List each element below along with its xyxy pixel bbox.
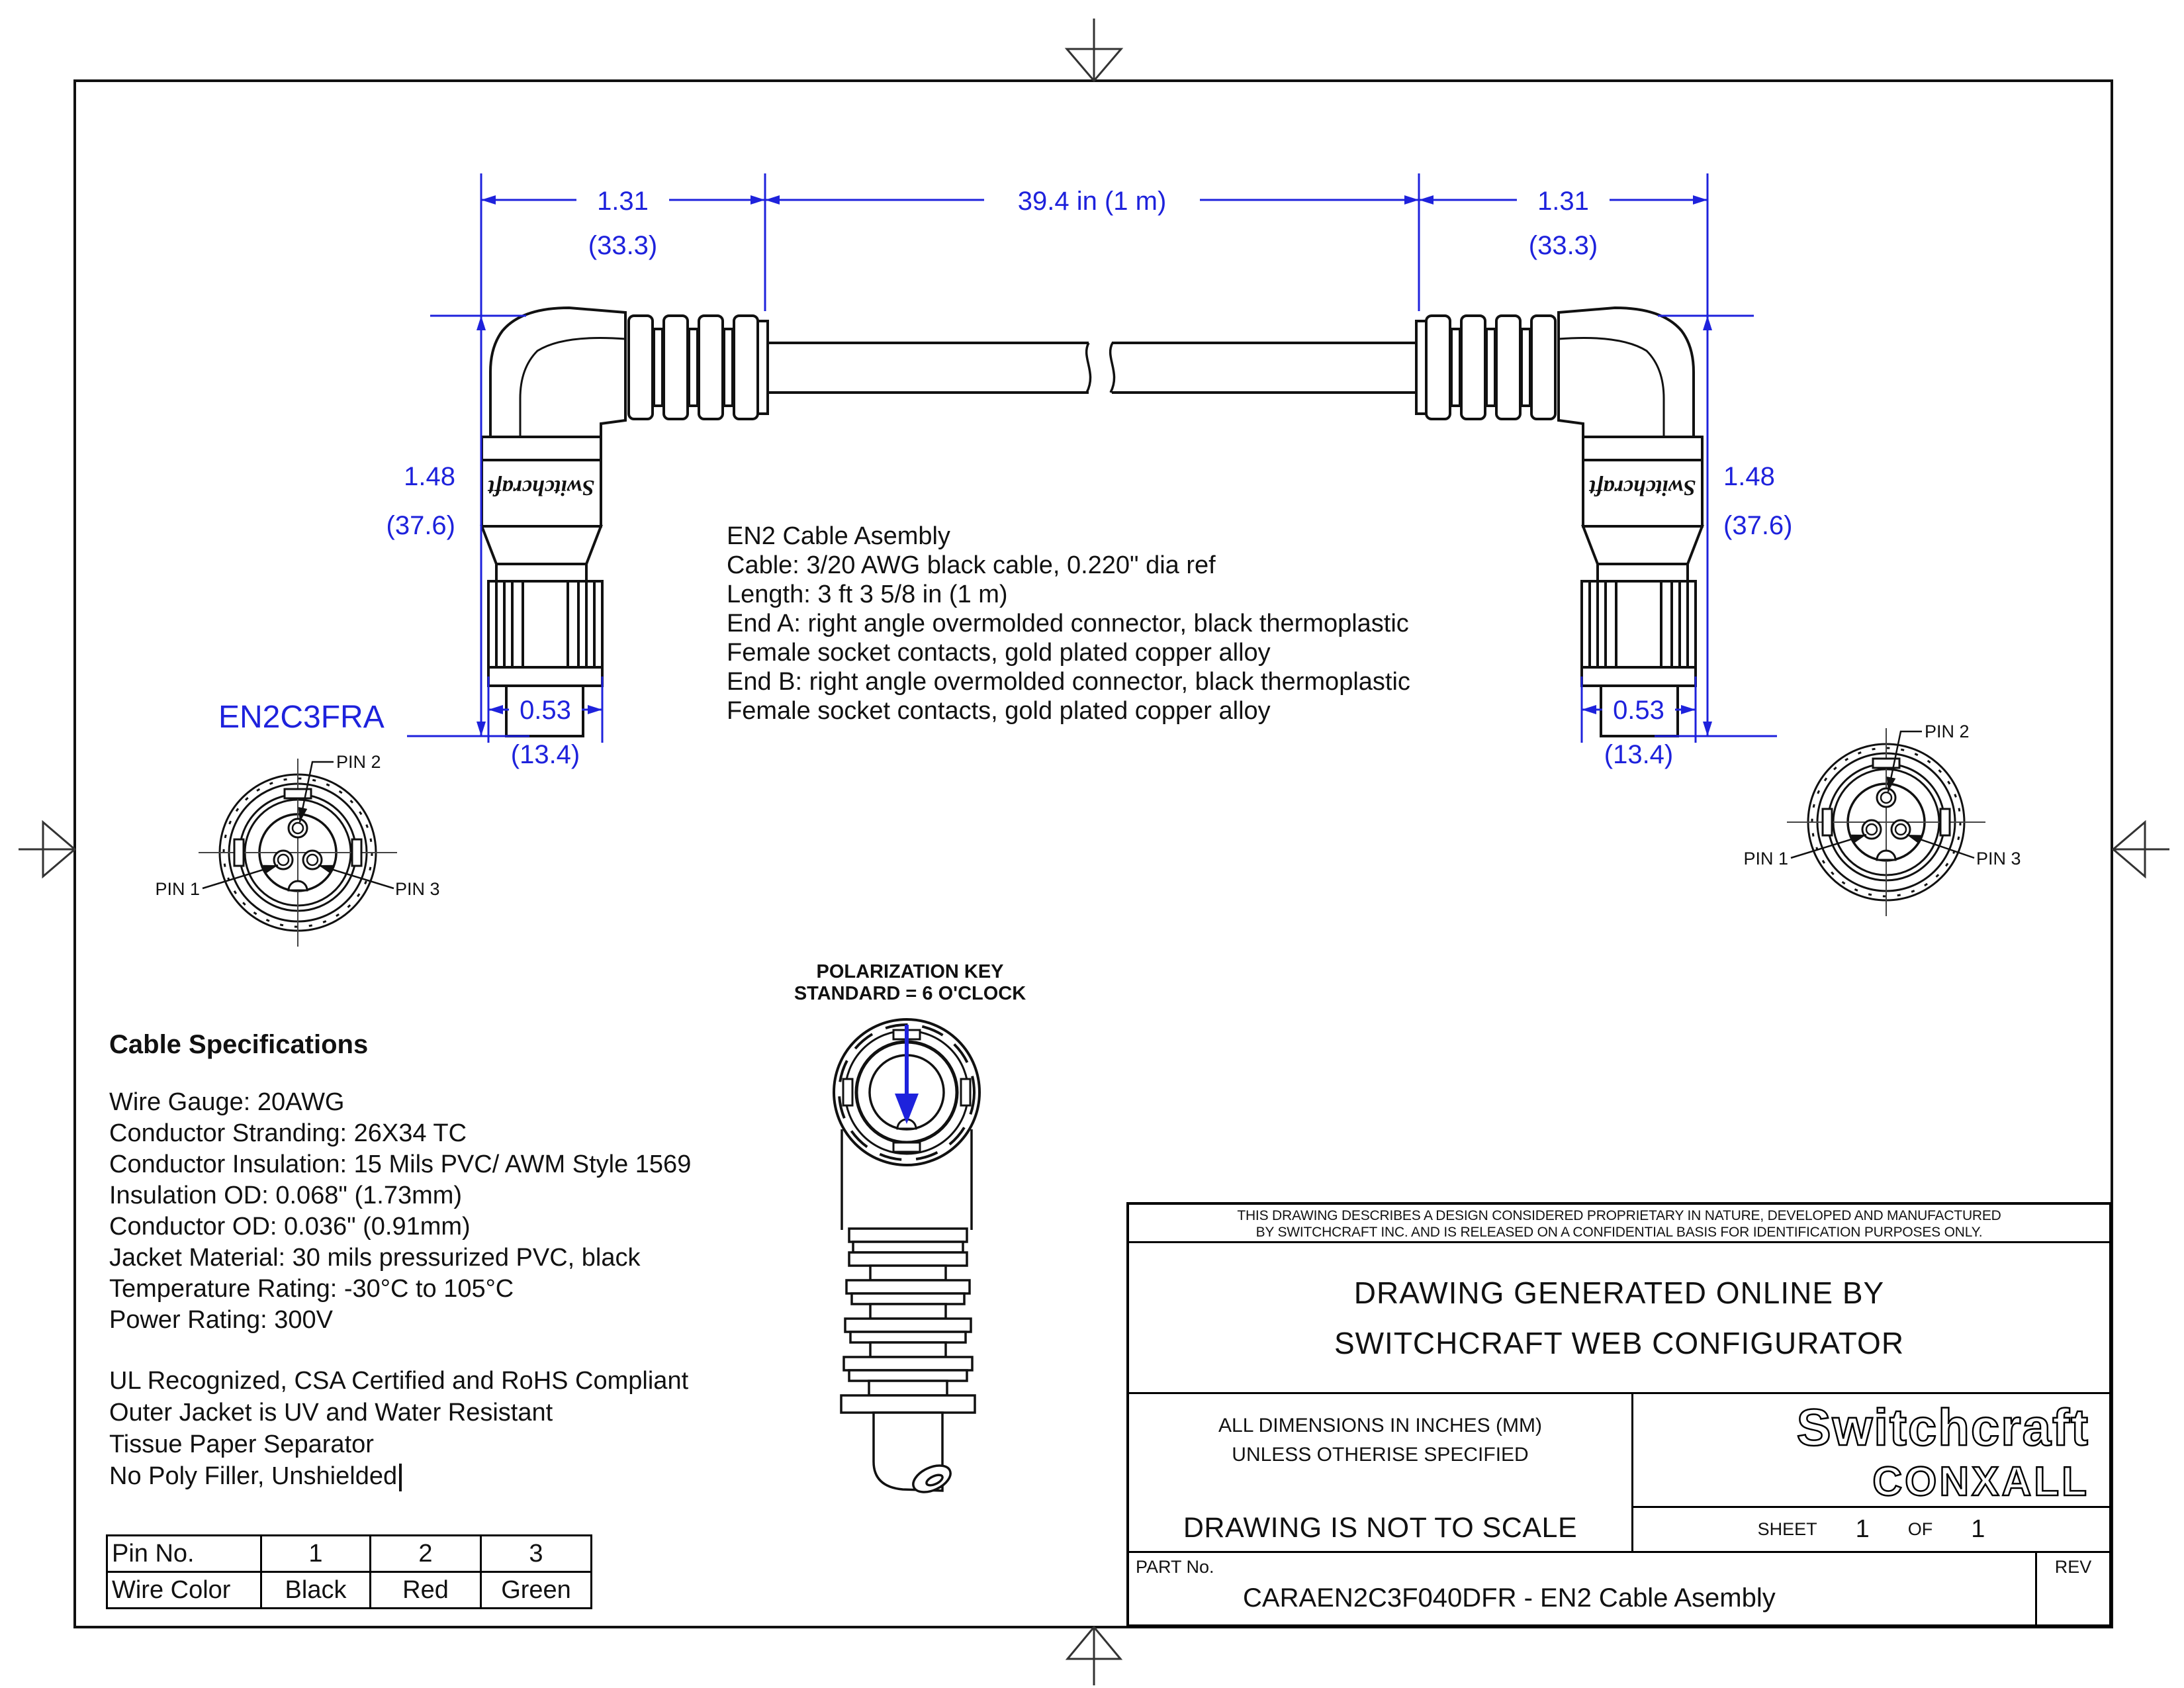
cable-break-left (1087, 343, 1091, 393)
sheet-number: 1 (1855, 1515, 1870, 1543)
end-a-pin2-label: PIN 2 (336, 752, 381, 772)
generated-line: SWITCHCRAFT WEB CONFIGURATOR (1334, 1325, 1905, 1360)
generated-notice (1129, 1243, 2109, 1394)
company-logo (1633, 1394, 2109, 1508)
proprietary-notice (1129, 1205, 2109, 1243)
description-line: Female socket contacts, gold plated copper alloy (727, 639, 1271, 667)
cable (768, 343, 1416, 393)
dims-note-line: ALL DIMENSIONS IN INCHES (MM) (1218, 1415, 1542, 1436)
polarization-note (784, 961, 1036, 1005)
end-b-pin3-label: PIN 3 (1976, 849, 2021, 868)
rev-cell (2035, 1553, 2109, 1624)
proprietary-line: THIS DRAWING DESCRIBES A DESIGN CONSIDERED PROPRIETARY IN NATURE, DEVELOPED AND MANUFACTURED (1237, 1208, 2001, 1223)
sheet-total: 1 (1971, 1515, 1985, 1543)
spec-line: Insulation OD: 0.068" (1.73mm) (109, 1182, 463, 1209)
sheet-label: SHEET (1757, 1519, 1817, 1539)
compliance-list (109, 1365, 688, 1492)
table-cell: 1 (261, 1536, 371, 1572)
proprietary-line: BY SWITCHCRAFT INC. AND IS RELEASED ON A CONFIDENTIAL BASIS FOR IDENTIFICATION PURPOSES ONLY. (1255, 1225, 1983, 1240)
dims-note-line: UNLESS OTHERISE SPECIFIED (1232, 1444, 1529, 1466)
table-cell: 2 (371, 1536, 481, 1572)
spec-line: Conductor OD: 0.036" (0.91mm) (109, 1213, 471, 1241)
table-row (107, 1572, 592, 1609)
polarization-line: POLARIZATION KEY (816, 961, 1004, 982)
end-b-brand-text: Switchcraft (1589, 475, 1696, 500)
end-a-brand-text: Switchcraft (488, 475, 595, 500)
table-cell: Pin No. (107, 1536, 261, 1572)
pin-leaders (203, 731, 1974, 888)
dimensions-note-cell (1129, 1394, 1633, 1551)
description-line: End A: right angle overmolded connector, black thermoplastic (727, 610, 1409, 637)
spec-line: Temperature Rating: -30°C to 105°C (109, 1275, 514, 1303)
dim-nose-a-mm: (13.4) (510, 740, 580, 769)
table-cell: Black (261, 1572, 371, 1609)
table-cell: 3 (481, 1536, 592, 1572)
table-cell: Green (481, 1572, 592, 1609)
dim-nose-b-in: 0.53 (1613, 696, 1664, 725)
connector-model-label: EN2C3FRA (218, 700, 385, 735)
description-line: EN2 Cable Asembly (727, 522, 950, 550)
text-cursor (399, 1464, 402, 1491)
compliance-line: No Poly Filler, Unshielded (109, 1460, 688, 1492)
description-line: End B: right angle overmolded connector, black thermoplastic (727, 668, 1410, 696)
pin-wire-color-table (106, 1534, 592, 1609)
end-b-pin2-label: PIN 2 (1925, 722, 1970, 741)
dim-end-b-mm: (33.3) (1528, 231, 1598, 260)
description-line: Cable: 3/20 AWG black cable, 0.220" dia ref (727, 551, 1216, 579)
part-number-label: PART No. (1136, 1557, 1214, 1577)
end-a-pin3-label: PIN 3 (395, 879, 440, 899)
end-a-pin-face (199, 759, 397, 947)
part-number-value: CARAEN2C3F040DFR - EN2 Cable Asembly (1243, 1583, 1776, 1613)
dim-height-b-in: 1.48 (1723, 462, 1775, 491)
end-a-connector (482, 308, 768, 736)
not-to-scale-note: DRAWING IS NOT TO SCALE (1183, 1512, 1578, 1544)
polarization-line: STANDARD = 6 O'CLOCK (794, 983, 1026, 1004)
pin-labels (155, 722, 2021, 899)
end-a-pin1-label: PIN 1 (155, 879, 200, 899)
end-b-connector (1416, 308, 1702, 736)
spec-line: Conductor Stranding: 26X34 TC (109, 1119, 467, 1147)
compliance-line: UL Recognized, CSA Certified and RoHS Compliant (109, 1367, 689, 1395)
spec-line: Conductor Insulation: 15 Mils PVC/ AWM Style 1569 (109, 1150, 692, 1178)
description-line: Female socket contacts, gold plated copper alloy (727, 697, 1271, 725)
dim-end-b-in: 1.31 (1537, 187, 1589, 216)
part-number-row (1129, 1553, 2109, 1624)
title-block (1126, 1202, 2112, 1627)
dim-height-a-in: 1.48 (404, 462, 455, 491)
cable-specs-title: Cable Specifications (109, 1030, 369, 1059)
dim-nose-a-in: 0.53 (520, 696, 571, 725)
table-row (107, 1536, 592, 1572)
compliance-line: Outer Jacket is UV and Water Resistant (109, 1399, 553, 1427)
cable-break-right (1111, 343, 1115, 393)
generated-line: DRAWING GENERATED ONLINE BY (1353, 1275, 1885, 1310)
dim-end-a-mm: (33.3) (588, 231, 658, 260)
spec-line: Power Rating: 300V (109, 1306, 333, 1334)
compliance-line: Tissue Paper Separator (109, 1430, 374, 1458)
dim-height-a-mm: (37.6) (386, 511, 455, 540)
table-cell: Wire Color (107, 1572, 261, 1609)
assembly-description (727, 522, 1410, 726)
rev-label: REV (2054, 1557, 2092, 1577)
sheet-row (1633, 1508, 2109, 1551)
dim-nose-b-mm: (13.4) (1604, 740, 1674, 769)
dim-cable-length: 39.4 in (1 m) (1017, 187, 1167, 216)
polarization-figure (834, 1019, 979, 1497)
spec-line: Wire Gauge: 20AWG (109, 1088, 345, 1116)
spec-line: Jacket Material: 30 mils pressurized PVC, black (109, 1244, 641, 1272)
cable-specs-list (109, 1087, 691, 1336)
of-label: OF (1907, 1519, 1933, 1539)
dim-end-a-in: 1.31 (597, 187, 649, 216)
logo-text-switchcraft: Switchcraft (1796, 1397, 2089, 1456)
end-b-pin1-label: PIN 1 (1743, 849, 1788, 868)
end-b-pin-face (1787, 728, 1985, 916)
description-line: Length: 3 ft 3 5/8 in (1 m) (727, 581, 1008, 608)
table-cell: Red (371, 1572, 481, 1609)
logo-text-conxall: CONXALL (1872, 1458, 2089, 1503)
dim-height-b-mm: (37.6) (1723, 511, 1793, 540)
